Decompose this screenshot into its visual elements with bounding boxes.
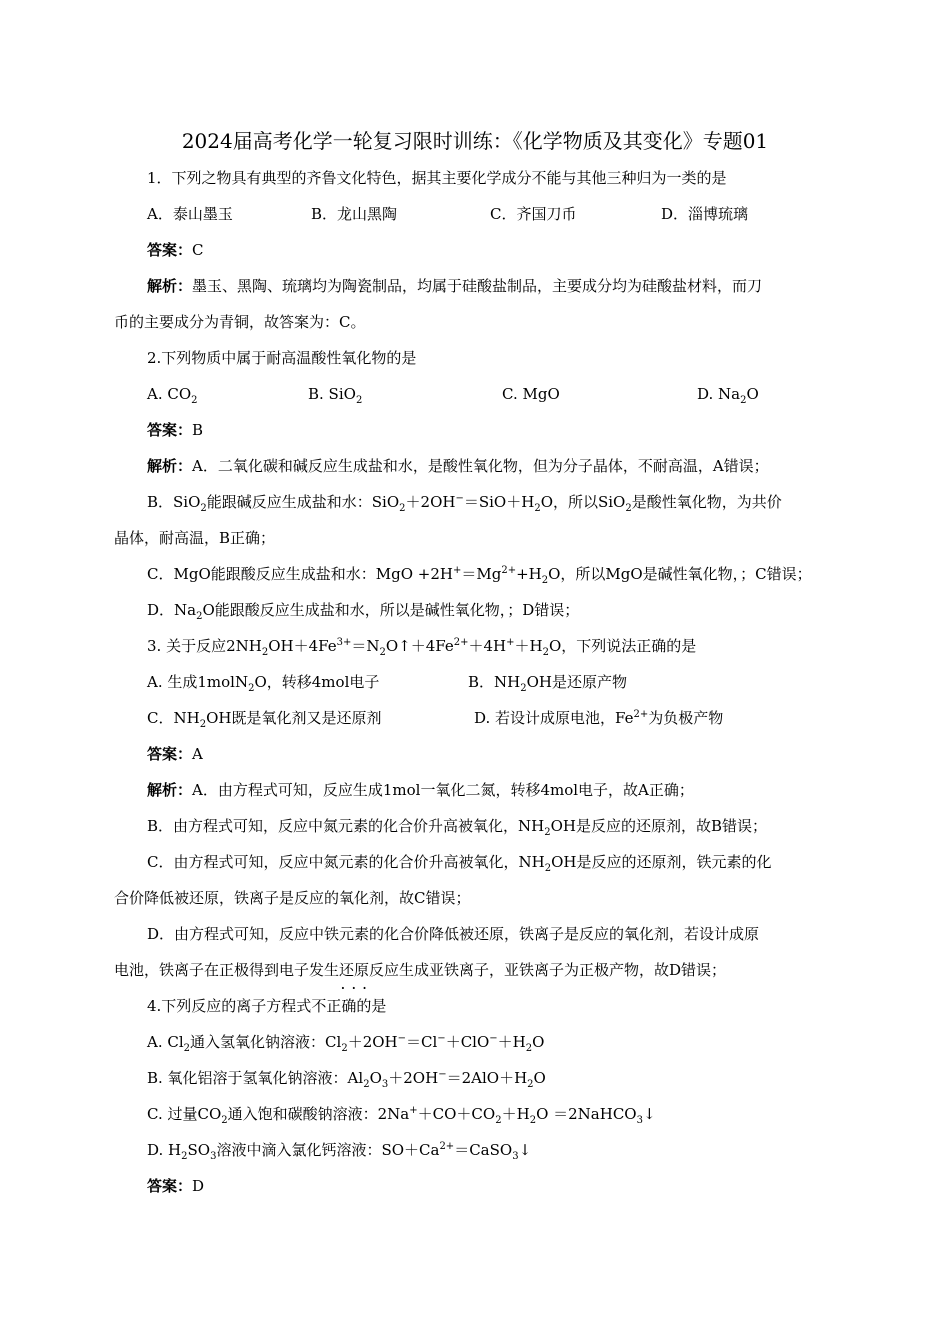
q3-analysis-c: C．由方程式可知，反应中氮元素的化合价升高被氧化，$NH_2OH$是反应的还原剂，铁元素的化	[147, 853, 772, 874]
q4-option-d: D. $H_2SO_3$溶液中滴入氯化钙溶液：$SO+Ca^{2+}=CaSO_3↓$	[147, 1141, 532, 1162]
q2-stem: 2.下列物质中属于耐高温酸性氧化物的是	[147, 349, 417, 367]
analysis-label: 解析：	[147, 277, 193, 295]
q1-analysis-cont: 币的主要成分为青铜，故答案为：C。	[114, 313, 366, 331]
q4-answer: 答案：D	[147, 1177, 205, 1195]
page-title: 2024届高考化学一轮复习限时训练：《化学物质及其变化》专题01	[181, 129, 769, 153]
q2-option-b: B. SiO$_2$	[308, 385, 363, 406]
q1-answer: 答案：C	[147, 241, 204, 259]
q3-analysis-c-cont: 合价降低被还原，铁离子是反应的氧化剂，故C错误；	[114, 889, 471, 907]
q2-option-c: C. MgO	[502, 385, 560, 403]
q1-analysis: 解析：墨玉、黑陶、琉璃均为陶瓷制品，均属于硅酸盐制品，主要成分均为硅酸盐材料，而刀	[147, 277, 763, 295]
q2-analysis-c: C．MgO能跟酸反应生成盐和水：MgO $+2H^+=Mg^{2+}+H_2O$，所以MgO是碱性氧化物，；C错误；	[147, 565, 812, 586]
q4-option-b: B. 氧化铝溶于氢氧化钠溶液：$Al_2O_3+2OH^-=2AlO+H_2O$	[147, 1069, 546, 1090]
q2-option-a: A. $CO_2$	[147, 385, 198, 406]
q2-option-d: D. $Na_2O$	[697, 385, 759, 406]
q2-analysis-b: B．SiO$_2$能跟碱反应生成盐和水：$SiO_2+2OH^-=SiO+H_2O$，所以SiO$_2$是酸性氧化物，为共价	[147, 493, 782, 514]
q4-option-c: C. 过量$CO_2$通入饱和碳酸钠溶液：$2Na^++CO+CO_2+H_2O$ ＝2NaHCO$_3$↓	[147, 1105, 656, 1126]
q2-analysis-b-cont: 晶体，耐高温，B正确；	[114, 529, 276, 547]
q3-option-c: C．$NH_2OH$既是氧化剂又是还原剂	[147, 709, 382, 730]
q3-analysis-d-cont: 电池，铁离子在正极得到电子发生还原反应生成亚铁离子，亚铁离子为正极产物，故D错误；	[114, 961, 727, 979]
q3-analysis: 解析：A．由方程式可知，反应生成1mol一氧化二氮，转移4mol电子，故A正确；	[147, 781, 694, 799]
q3-answer: 答案：A	[147, 745, 203, 763]
q3-option-a: A. 生成1molN$_2$O，转移4mol电子	[147, 673, 380, 694]
q1-option-b: B．龙山黑陶	[311, 205, 398, 223]
q2-answer: 答案：B	[147, 421, 204, 439]
q3-option-d: D. 若设计成原电池，$Fe^{2+}$为负极产物	[474, 709, 724, 727]
q1-option-d: D．淄博琉璃	[661, 205, 749, 223]
emphasis-dots: ···	[341, 982, 374, 995]
q3-stem: 3. 关于反应$2NH_2OH+4Fe^{3+}=N_2O↑+4Fe^{2+}+4H^++H_2O$，下列说法正确的是	[147, 637, 697, 658]
q3-option-b: B．$NH_2OH$是还原产物	[468, 673, 627, 694]
q4-stem: 4.下列反应的离子方程式不正确的是	[147, 997, 387, 1015]
q1-option-a: A．泰山墨玉	[147, 205, 233, 223]
q2-analysis-d: D．$Na_2O$能跟酸反应生成盐和水，所以是碱性氧化物，；D错误；	[147, 601, 580, 622]
answer-label: 答案：	[147, 241, 193, 259]
q2-analysis: 解析：A．二氧化碳和碱反应生成盐和水，是酸性氧化物，但为分子晶体，不耐高温，A错误；	[147, 457, 769, 475]
q1-option-c: C．齐国刀币	[490, 205, 577, 223]
q3-analysis-d: D．由方程式可知，反应中铁元素的化合价降低被还原，铁离子是反应的氧化剂，若设计成原	[147, 925, 760, 943]
q3-analysis-b: B．由方程式可知，反应中氮元素的化合价升高被氧化，$NH_2OH$是反应的还原剂，故B错误；	[147, 817, 768, 838]
q1-stem: 1．下列之物具有典型的齐鲁文化特色，据其主要化学成分不能与其他三种归为一类的是	[147, 169, 727, 187]
q4-option-a: A. $Cl_2$通入氢氧化钠溶液：$Cl_2+2OH^-=Cl^-+ClO^-+H_2O$	[147, 1033, 545, 1054]
